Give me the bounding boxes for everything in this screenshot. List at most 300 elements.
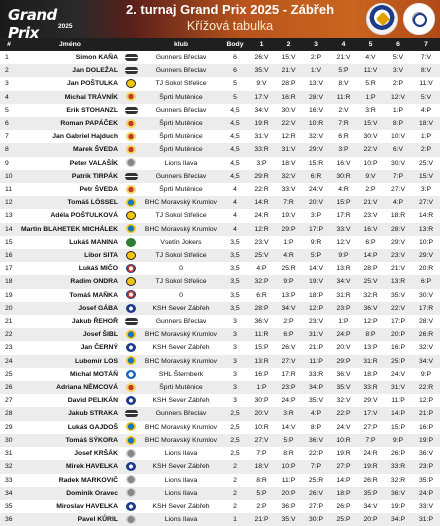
- round-6-result: 36:V: [391, 489, 405, 497]
- table-row: [0, 381, 440, 394]
- sport-icon: [126, 119, 136, 128]
- player-name: Lukáš MANINA: [69, 238, 118, 246]
- round-3-result: 31:V: [309, 331, 323, 339]
- rank-cell: 21: [5, 318, 13, 326]
- round-5-result: 34:V: [363, 502, 378, 510]
- cross-table: [0, 38, 440, 526]
- round-4-result: 26:P: [336, 502, 351, 510]
- lions-icon: [126, 515, 136, 524]
- round-4-result: 34:V: [336, 278, 351, 286]
- round-4-result: 33:V: [336, 225, 351, 233]
- round-7-result: 29:V: [419, 252, 433, 260]
- round-6-result: 26:P: [391, 450, 405, 458]
- rank-cell: 30: [5, 436, 13, 444]
- round-5-result: 19:R: [363, 463, 378, 471]
- gunners-icon: [125, 67, 138, 74]
- round-6-result: 14:P: [391, 410, 405, 418]
- table-row: [0, 157, 440, 170]
- round-2-result: 19:V: [281, 212, 296, 220]
- round-6-result: 9:P: [392, 436, 404, 444]
- round-4-result: 17:R: [336, 212, 351, 220]
- round-7-result: 8:V: [420, 67, 432, 75]
- player-name: Josef ŠIBL: [82, 331, 118, 339]
- round-3-result: 12:P: [309, 304, 323, 312]
- round-5-result: 28:P: [363, 265, 378, 273]
- player-name: Radek MARKOVIČ: [58, 476, 118, 484]
- rank-cell: 24: [5, 357, 13, 365]
- player-name: Adriana NĚMCOVÁ: [56, 384, 118, 392]
- round-3-result: 25:R: [308, 476, 324, 484]
- round-7-result: 17:R: [418, 304, 434, 312]
- round-4-result: 24:V: [336, 423, 351, 431]
- round-3-result: 2:P: [310, 54, 322, 61]
- player-name: Mirek HAVELKA: [66, 463, 118, 471]
- round-5-result: 10:P: [363, 159, 378, 167]
- round-5-result: 27:P: [363, 423, 378, 431]
- round-2-result: 15:V: [281, 54, 296, 61]
- table-row: [0, 223, 440, 236]
- player-name: Michal TRÁVNÍK: [64, 93, 118, 101]
- round-1-result: 4:P: [256, 265, 267, 273]
- club-name: Lions Ilava: [164, 476, 198, 484]
- round-3-result: 29:V: [309, 146, 323, 154]
- round-1-result: 10:R: [254, 423, 269, 431]
- round-2-result: 30:V: [281, 106, 296, 114]
- col-header-icon: [122, 38, 140, 51]
- round-2-result: 5:P: [283, 436, 294, 444]
- round-1-result: 33:R: [254, 146, 269, 154]
- points-cell: 5: [233, 80, 237, 88]
- round-1-result: 9:V: [256, 80, 267, 88]
- club-logo-cell: [122, 355, 140, 368]
- round-2-result: 23:P: [281, 384, 296, 392]
- round-6-result: 10:V: [391, 133, 405, 141]
- club-logo-cell: [122, 381, 140, 394]
- round-6-result: 13:R: [390, 278, 406, 286]
- round-2-result: 22:V: [281, 120, 296, 128]
- points-cell: 3,5: [230, 252, 240, 260]
- club-name: Šprti Mutěnice: [159, 120, 203, 128]
- points-cell: 3: [233, 318, 237, 326]
- round-3-result: 8:P: [310, 423, 322, 431]
- round-6-result: 6:V: [392, 146, 404, 154]
- table-row: [0, 104, 440, 117]
- round-2-result: 28:P: [281, 80, 296, 88]
- player-name: Tomáš MAŇKA: [69, 291, 118, 299]
- round-7-result: 10:P: [419, 238, 433, 246]
- round-6-result: 18:R: [390, 212, 406, 220]
- club-name: Lions Ilava: [164, 450, 198, 458]
- round-4-result: 22:P: [336, 410, 351, 418]
- points-cell: 4: [233, 212, 237, 220]
- round-4-result: 5:P: [338, 67, 349, 75]
- page-subtitle: Křížová tabulka: [186, 19, 274, 33]
- round-3-result: 17:P: [309, 225, 323, 233]
- rank-cell: 27: [5, 397, 13, 405]
- round-4-result: 18:P: [336, 489, 351, 497]
- round-5-result: 32:R: [363, 291, 378, 299]
- round-5-result: 31:R: [363, 357, 378, 365]
- round-1-result: 26:V: [254, 54, 269, 61]
- club-logo-cell: [122, 407, 140, 420]
- col-header-round-1: 1: [259, 41, 264, 48]
- round-6-result: 8:P: [392, 120, 404, 128]
- player-name: Patrik TIRPÁK: [71, 172, 118, 180]
- table-row: [0, 275, 440, 288]
- player-name: Marek ŠVEDA: [73, 146, 118, 154]
- round-4-result: 12:V: [336, 238, 351, 246]
- round-1-result: 13:R: [254, 357, 269, 365]
- round-5-result: 4:V: [365, 54, 376, 61]
- round-5-result: 2:P: [365, 186, 376, 194]
- round-4-result: 36:V: [336, 370, 351, 378]
- club-name: 0: [179, 265, 183, 273]
- round-5-result: 14:P: [363, 252, 378, 260]
- round-5-result: 29:V: [363, 397, 378, 405]
- round-1-result: 30:P: [254, 397, 269, 405]
- ksh-icon: [126, 502, 136, 511]
- tj-sokol-icon: [126, 277, 136, 286]
- round-5-result: 7:P: [365, 436, 376, 444]
- gunners-icon: [125, 318, 138, 325]
- round-7-result: 15:V: [419, 172, 433, 180]
- table-row: [0, 394, 440, 407]
- points-cell: 3: [233, 384, 237, 392]
- round-5-result: 35:P: [363, 489, 378, 497]
- rank-cell: 29: [5, 423, 13, 431]
- round-2-result: 8:R: [283, 450, 294, 458]
- round-4-result: 29:P: [336, 357, 351, 365]
- round-2-result: 7:R: [283, 199, 294, 207]
- round-1-result: 16:P: [254, 370, 269, 378]
- round-7-result: 12:P: [419, 397, 433, 405]
- sport-icon: [126, 145, 136, 154]
- rank-cell: 22: [5, 331, 13, 339]
- player-name: Jan POŠTULKA: [67, 80, 118, 88]
- round-6-result: 32:R: [390, 476, 406, 484]
- round-6-result: 11:P: [391, 397, 405, 405]
- club-logo-cell: [122, 143, 140, 156]
- table-row: [0, 487, 440, 500]
- round-3-result: 7:P: [310, 463, 322, 471]
- club-name: TJ Sokol Střelice: [155, 278, 207, 286]
- club-logo-cell: [122, 262, 140, 275]
- club-logo-cell: [122, 130, 140, 143]
- round-1-result: 1:P: [256, 384, 267, 392]
- points-cell: 3: [233, 344, 237, 352]
- club-name: 0: [179, 291, 183, 299]
- player-name: Tomáš LÖSSEL: [67, 199, 118, 207]
- round-1-result: 7:P: [256, 450, 267, 458]
- rank-cell: 16: [5, 252, 13, 260]
- club-name: Šprti Mutěnice: [159, 133, 203, 141]
- round-4-result: 27:P: [336, 463, 351, 471]
- lions-icon: [126, 449, 136, 458]
- club-name: KSH Sever Zábřeh: [152, 463, 210, 471]
- round-5-result: 12:P: [363, 318, 378, 326]
- tj-sokol-icon: [126, 79, 136, 88]
- club-name: BHC Moravský Krumlov: [144, 225, 218, 233]
- gunners-icon: [125, 173, 138, 180]
- round-7-result: 19:P: [419, 436, 433, 444]
- table-row: [0, 117, 440, 130]
- round-6-result: 2:P: [392, 80, 404, 88]
- club-name: Lions Ilava: [164, 516, 198, 524]
- round-3-result: 19:V: [309, 278, 323, 286]
- round-2-result: 25:R: [281, 265, 296, 273]
- sport-icon: [126, 383, 136, 392]
- club-logo-cell: [122, 302, 140, 315]
- club-logo-cell: [122, 368, 140, 381]
- round-2-result: 14:V: [281, 423, 296, 431]
- round-7-result: 22:R: [418, 384, 434, 392]
- points-cell: 4: [233, 225, 237, 233]
- player-name: Lukáš MIČO: [78, 265, 118, 273]
- table-row: [0, 196, 440, 209]
- round-3-result: 27:P: [309, 502, 323, 510]
- col-header-round-2: 2: [286, 41, 291, 48]
- round-7-result: 3:P: [420, 186, 432, 194]
- bhc-icon: [126, 198, 136, 207]
- table-row: [0, 460, 440, 473]
- round-4-result: 6:R: [338, 133, 349, 141]
- col-header-round-4: 4: [341, 41, 346, 48]
- club-logo-cell: [122, 421, 140, 434]
- club-logo-cell: [122, 77, 140, 90]
- round-5-result: 33:R: [363, 384, 378, 392]
- points-cell: 3: [233, 331, 237, 339]
- club-logo-cell: [122, 394, 140, 407]
- round-2-result: 10:P: [281, 463, 296, 471]
- ksh-icon: [126, 396, 136, 405]
- round-2-result: 33:V: [281, 186, 296, 194]
- rank-cell: 2: [5, 67, 9, 75]
- round-3-result: 10:R: [308, 120, 324, 128]
- player-name: Lubomír LOS: [74, 357, 118, 365]
- round-2-result: 34:V: [281, 304, 296, 312]
- player-name: Miroslav HAVELKA: [56, 502, 118, 510]
- tj-sokol-icon: [126, 251, 136, 260]
- round-4-result: 35:V: [336, 384, 351, 392]
- round-6-result: 12:V: [391, 93, 405, 101]
- table-row: [0, 130, 440, 143]
- club-logo-cell: [122, 117, 140, 130]
- round-5-result: 15:V: [363, 120, 378, 128]
- round-5-result: 20:P: [363, 516, 378, 524]
- logo-text: Grand Prix: [8, 6, 57, 42]
- round-2-result: 16:R: [281, 93, 296, 101]
- club-name: KSH Sever Zábřeh: [152, 397, 210, 405]
- logo-year: 2025: [58, 23, 73, 30]
- round-6-result: 30:V: [391, 159, 405, 167]
- table-row: [0, 407, 440, 420]
- round-5-result: 9:V: [365, 172, 376, 180]
- club-name: Gunners Břeclav: [155, 54, 207, 61]
- round-6-result: 27:V: [391, 186, 405, 194]
- club-name: BHC Moravský Krumlov: [144, 199, 218, 207]
- round-7-result: 24:P: [419, 489, 433, 497]
- round-4-result: 31:R: [336, 291, 351, 299]
- round-7-result: 36:V: [419, 450, 433, 458]
- round-5-result: 17:V: [363, 410, 378, 418]
- points-cell: 3,5: [230, 238, 240, 246]
- bhc-icon: [126, 436, 136, 445]
- rank-cell: 7: [5, 133, 9, 141]
- club-logo-cell: [122, 447, 140, 460]
- round-3-result: 34:P: [309, 384, 323, 392]
- round-2-result: 9:P: [283, 278, 294, 286]
- round-3-result: 30:P: [309, 516, 323, 524]
- gunners-icon: [125, 107, 138, 114]
- rank-cell: 20: [5, 304, 13, 312]
- round-6-result: 28:V: [391, 225, 405, 233]
- round-4-result: 30:R: [336, 172, 351, 180]
- round-7-result: 2:P: [420, 146, 432, 154]
- club-name: TJ Sokol Střelice: [155, 212, 207, 220]
- round-7-result: 30:V: [419, 291, 433, 299]
- player-name: Lukáš GAJDOŠ: [67, 423, 118, 431]
- round-4-result: 20:V: [336, 344, 351, 352]
- club-logo-cell: [122, 196, 140, 209]
- round-2-result: 27:V: [281, 357, 296, 365]
- player-name: Radim ONDRA: [70, 278, 118, 286]
- player-name: Adéla POŠTULKOVÁ: [50, 212, 118, 220]
- table-row: [0, 315, 440, 328]
- round-5-result: 11:V: [363, 67, 378, 75]
- sport-icon: [126, 92, 136, 101]
- round-4-result: 25:P: [336, 516, 351, 524]
- rank-cell: 34: [5, 489, 13, 497]
- player-name: Jakub ŘEHOŘ: [71, 318, 118, 326]
- round-3-result: 18:P: [309, 291, 323, 299]
- lions-icon: [126, 488, 136, 497]
- round-3-result: 28:V: [309, 93, 323, 101]
- player-name: Petr ŠVEDA: [79, 186, 118, 194]
- club-logo-cell: [122, 157, 140, 170]
- rank-cell: 6: [5, 120, 9, 128]
- round-1-result: 23:V: [254, 238, 269, 246]
- club-name: KSH Sever Zábřeh: [152, 304, 210, 312]
- col-header-round-5: 5: [368, 41, 373, 48]
- points-cell: 2,5: [230, 423, 240, 431]
- round-1-result: 8:R: [256, 476, 267, 484]
- round-1-result: 34:V: [254, 106, 269, 114]
- round-1-result: 17:V: [254, 93, 269, 101]
- club-logo-cell: [122, 209, 140, 222]
- player-name: Roman PAPÁČEK: [60, 120, 118, 128]
- rank-cell: 12: [5, 199, 13, 207]
- table-row: [0, 302, 440, 315]
- round-1-result: 35:V: [254, 67, 269, 75]
- player-name: Martin BLAHETEK MICHÁLEK: [20, 225, 118, 233]
- table-row: [0, 341, 440, 354]
- round-3-result: 11:P: [309, 357, 323, 365]
- club-logo-cell: [122, 474, 140, 487]
- club-logo-cell: [122, 249, 140, 262]
- player-name: Libor SITA: [84, 252, 118, 260]
- club-name: Gunners Břeclav: [155, 172, 207, 180]
- sport-icon: [126, 132, 136, 141]
- round-1-result: 19:R: [254, 120, 269, 128]
- round-1-result: 29:R: [254, 172, 269, 180]
- vsetin-icon: [126, 238, 136, 247]
- rank-cell: 13: [5, 212, 13, 220]
- round-1-result: 3:P: [256, 159, 267, 167]
- round-4-result: 1:P: [338, 318, 349, 326]
- round-7-result: 20:R: [418, 265, 434, 273]
- bhc-icon: [126, 330, 136, 339]
- round-1-result: 20:V: [254, 410, 269, 418]
- round-3-result: 23:V: [309, 318, 323, 326]
- round-7-result: 31:P: [419, 516, 433, 524]
- round-7-result: 26:R: [418, 331, 434, 339]
- round-6-result: 15:P: [391, 423, 405, 431]
- rank-cell: 18: [5, 278, 13, 286]
- table-row: [0, 500, 440, 513]
- club-logo-cell: [122, 275, 140, 288]
- club-name: Šprti Mutěnice: [159, 93, 203, 101]
- round-2-result: 11:P: [281, 476, 296, 484]
- round-7-result: 35:P: [419, 476, 433, 484]
- table-row: [0, 170, 440, 183]
- club-logo-cell: [122, 223, 140, 236]
- round-1-result: 28:P: [254, 304, 269, 312]
- round-4-result: 16:V: [336, 159, 351, 167]
- round-3-result: 32:V: [309, 133, 323, 141]
- round-2-result: 36:P: [281, 502, 296, 510]
- rank-cell: 3: [5, 80, 9, 88]
- round-2-result: 18:V: [281, 159, 296, 167]
- points-cell: 2: [233, 489, 237, 497]
- zero-icon: [126, 264, 136, 273]
- round-3-result: 35:V: [309, 397, 323, 405]
- club-name: TJ Sokol Střelice: [155, 252, 207, 260]
- round-1-result: 14:R: [254, 199, 269, 207]
- table-row: [0, 355, 440, 368]
- rank-cell: 9: [5, 159, 9, 167]
- table-row: [0, 236, 440, 249]
- round-5-result: 21:V: [363, 199, 378, 207]
- rank-cell: 35: [5, 502, 13, 510]
- points-cell: 3: [233, 397, 237, 405]
- round-2-result: 3:R: [283, 410, 294, 418]
- gunners-icon: [125, 54, 138, 61]
- round-6-result: 4:P: [392, 199, 404, 207]
- round-4-result: 11:R: [336, 93, 351, 101]
- points-cell: 6: [233, 54, 237, 61]
- club-name: Gunners Břeclav: [155, 67, 207, 75]
- player-name: Josef KRŠÁK: [74, 450, 118, 458]
- round-3-result: 3:P: [310, 212, 322, 220]
- col-header-club: klub: [174, 41, 188, 48]
- ksh-icon: [126, 304, 136, 313]
- round-2-result: 6:P: [283, 331, 294, 339]
- rank-cell: 14: [5, 225, 13, 233]
- rank-cell: 11: [5, 186, 13, 194]
- round-4-result: 32:V: [336, 397, 351, 405]
- round-1-result: 32:P: [254, 278, 269, 286]
- points-cell: 1: [233, 516, 237, 524]
- round-3-result: 21:P: [309, 344, 323, 352]
- round-1-result: 15:P: [254, 344, 269, 352]
- table-row: [0, 77, 440, 90]
- round-6-result: 7:P: [392, 172, 404, 180]
- table-row: [0, 447, 440, 460]
- round-5-result: 23:V: [363, 212, 378, 220]
- round-4-result: 19:R: [336, 450, 351, 458]
- round-1-result: 2:P: [256, 502, 267, 510]
- round-7-result: 14:R: [418, 212, 434, 220]
